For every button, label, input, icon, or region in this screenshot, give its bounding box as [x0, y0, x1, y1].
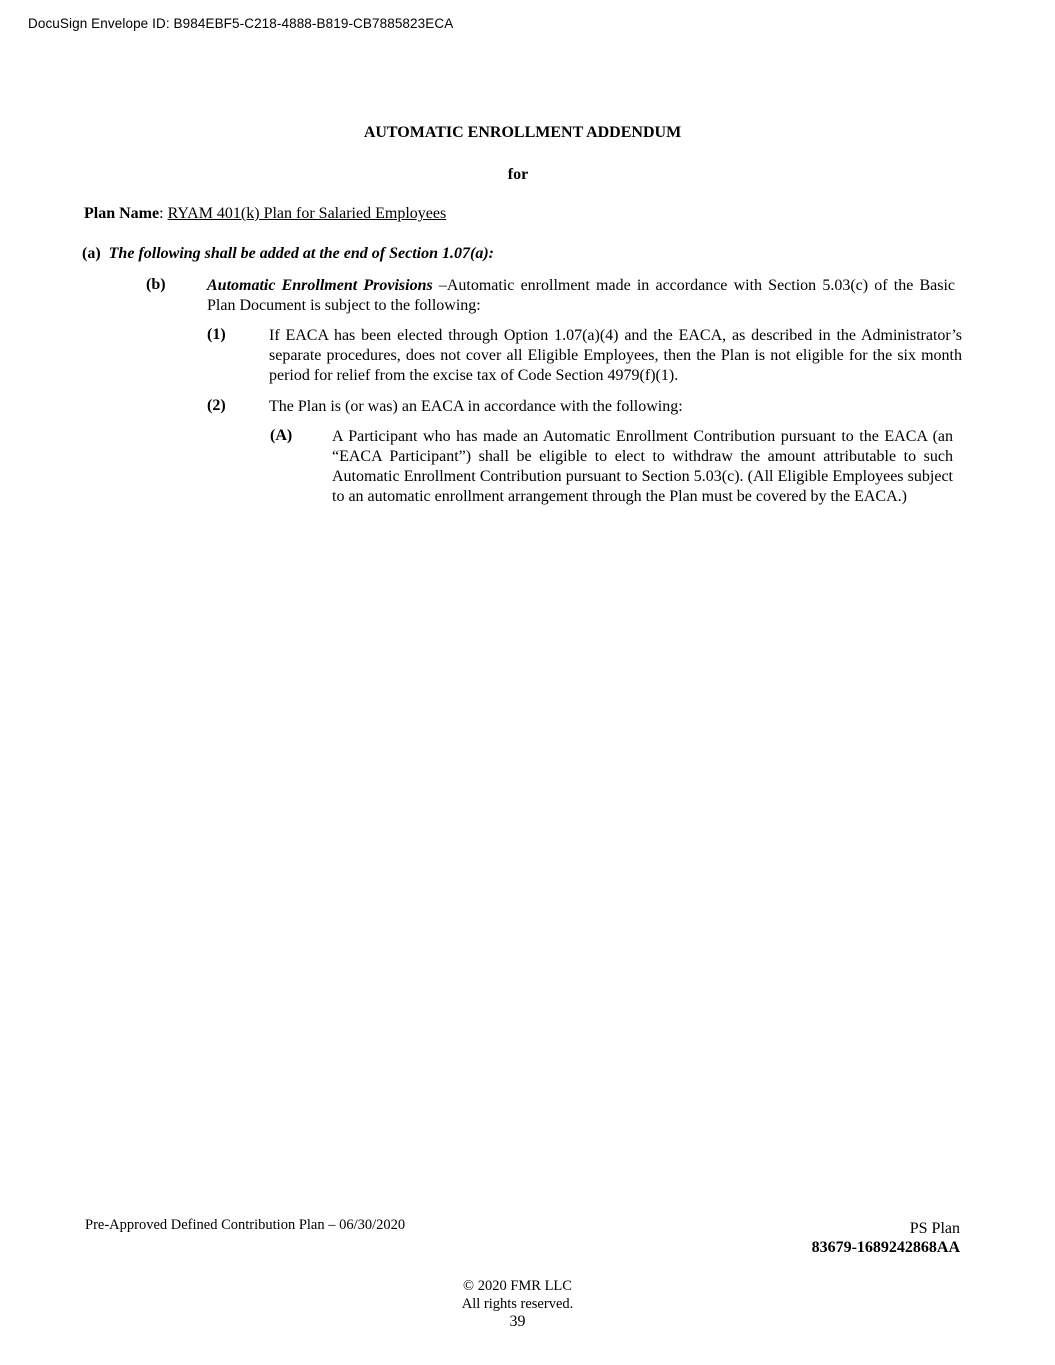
footer-copyright: © 2020 FMR LLC — [463, 1278, 572, 1294]
footer-plan-description: Pre-Approved Defined Contribution Plan – 06/30/2020 — [85, 1217, 406, 1233]
footer-plan-code: 83679-1689242868AA — [811, 1239, 960, 1256]
section-b-marker: (b) — [146, 276, 166, 293]
section-a — [82, 245, 494, 263]
document-title: AUTOMATIC ENROLLMENT ADDENDUM — [363, 124, 682, 141]
item-A-text: A Participant who has made an Automatic Enrollment Contribution pursuant to the EACA (an “EACA Participant”) shall be eligible to elect to withdraw the amount attributable to such Automatic Enrollment Contribution pursuant to Section 5.03(c). (All Eligible Employees subject to an automatic enrollment arrangement through the Plan must be covered by the EACA.) — [332, 428, 953, 505]
page-number: 39 — [509, 1313, 526, 1330]
plan-name-line — [84, 205, 446, 223]
section-b-paragraph — [207, 276, 955, 316]
footer-rights: All rights reserved. — [461, 1296, 574, 1312]
plan-name-label: Plan Name — [84, 205, 160, 222]
section-a-marker: (a) — [82, 245, 101, 262]
plan-name-value: RYAM 401(k) Plan for Salaried Employees — [167, 205, 447, 222]
item-A-marker: (A) — [270, 427, 293, 444]
plan-name-separator: : — [159, 205, 168, 222]
footer-copyright-block — [0, 1277, 1035, 1331]
footer-plan-id — [812, 1219, 960, 1257]
section-a-text: The following shall be added at the end of Section 1.07(a): — [108, 245, 494, 262]
envelope-id: DocuSign Envelope ID: B984EBF5-C218-4888-B819-CB7885823ECA — [28, 16, 454, 31]
item-2-text: The Plan is (or was) an EACA in accordance with the following: — [269, 398, 683, 415]
section-b-heading: Automatic Enrollment Provisions — [207, 277, 433, 294]
item-1-marker: (1) — [207, 326, 226, 343]
item-1-text: If EACA has been elected through Option 1.07(a)(4) and the EACA, as described in the Administrator’s separate procedures, does not cover all Eligible Employees, then the Plan is not eligible for the six month period for relief from the excise tax of Code Section 4979(f)(1). — [269, 327, 962, 384]
section-b-text: –Automatic enrollment made in accordance with Section 5.03(c) of the Basic Plan Document is subject to the following: — [207, 277, 956, 314]
for-label: for — [507, 166, 529, 183]
item-2-marker: (2) — [207, 397, 226, 414]
footer-plan-type: PS Plan — [909, 1220, 960, 1237]
